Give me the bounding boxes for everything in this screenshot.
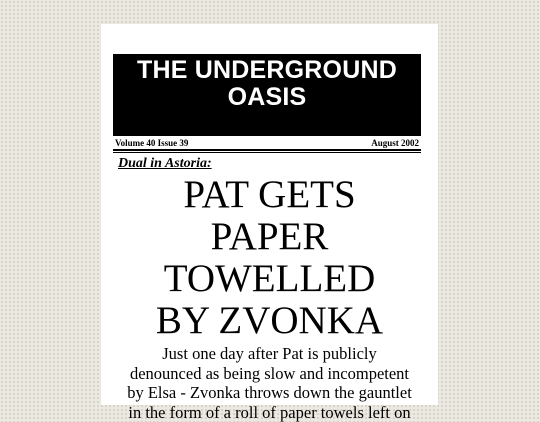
masthead-rule-thin xyxy=(113,152,421,153)
headline-line: BY ZVONKA xyxy=(101,300,438,342)
headline-line: PAT GETS xyxy=(101,174,438,216)
volume-issue: Volume 40 Issue 39 xyxy=(115,138,188,149)
masthead xyxy=(113,54,421,136)
headline-line: PAPER xyxy=(101,216,438,258)
masthead-rule-thick xyxy=(113,149,421,151)
body-line: in the form of a roll of paper towels left on xyxy=(107,403,432,422)
body-line: by Elsa - Zvonka throws down the gauntlet xyxy=(107,383,432,403)
article-headline xyxy=(101,174,438,342)
body-line: denounced as being slow and incompetent xyxy=(107,364,432,384)
newsletter-page xyxy=(101,24,438,405)
issue-date: August 2002 xyxy=(371,138,419,149)
issue-info xyxy=(115,138,419,149)
article-body xyxy=(107,344,432,422)
masthead-title-line-1: THE UNDERGROUND xyxy=(113,57,421,84)
headline-line: TOWELLED xyxy=(101,258,438,300)
article-kicker: Dual in Astoria: xyxy=(118,156,212,172)
masthead-title-line-2: OASIS xyxy=(113,84,421,111)
body-line: Just one day after Pat is publicly xyxy=(107,344,432,364)
